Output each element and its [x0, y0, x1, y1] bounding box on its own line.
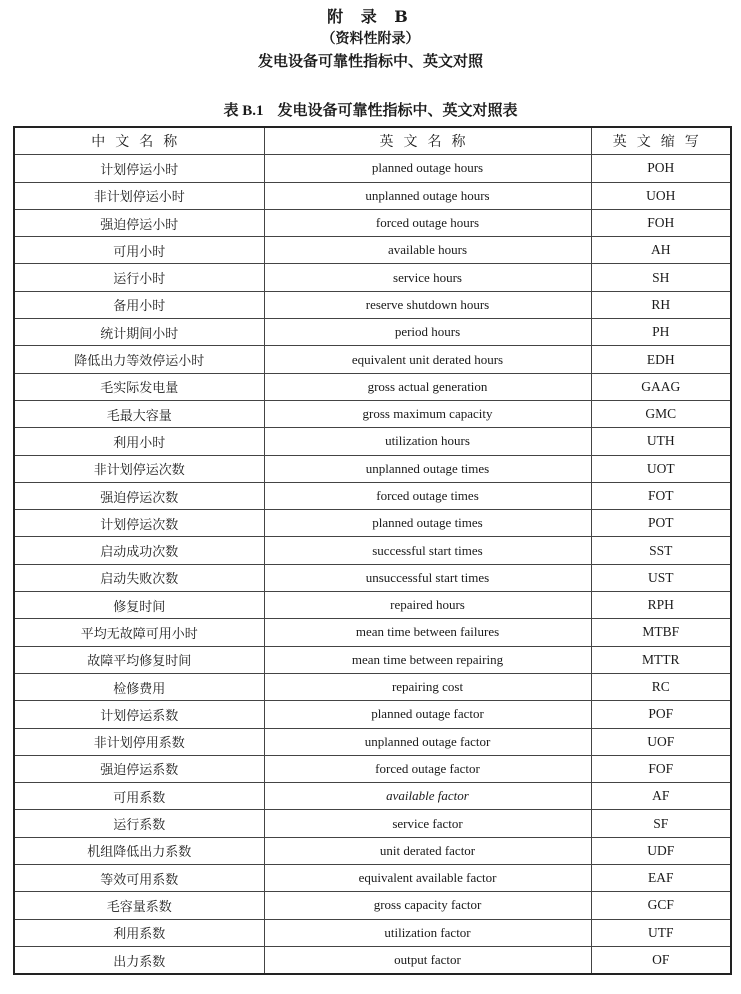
abbreviation-cell: AH	[591, 237, 731, 264]
table-row	[14, 592, 731, 619]
english-name-cell: planned outage hours	[264, 155, 591, 182]
table-row	[14, 182, 731, 209]
english-name-cell: gross actual generation	[264, 373, 591, 400]
chinese-name-cell: 非计划停运小时	[14, 182, 264, 209]
abbreviation-cell: POT	[591, 510, 731, 537]
column-header-abbreviation: 英文缩写	[591, 127, 731, 155]
english-name-cell: unsuccessful start times	[264, 564, 591, 591]
table-row	[14, 373, 731, 400]
chinese-name-cell: 出力系数	[14, 946, 264, 974]
abbreviation-cell: OF	[591, 946, 731, 974]
table-row	[14, 455, 731, 482]
table-caption-number: 表 B.1	[223, 103, 264, 119]
english-name-cell: unplanned outage hours	[264, 182, 591, 209]
chinese-name-cell: 强迫停运次数	[14, 482, 264, 509]
column-header-chinese-name: 中文名称	[14, 127, 264, 155]
chinese-name-cell: 利用小时	[14, 428, 264, 455]
chinese-name-cell: 等效可用系数	[14, 865, 264, 892]
table-row	[14, 264, 731, 291]
chinese-name-cell: 备用小时	[14, 291, 264, 318]
english-name-cell: repairing cost	[264, 673, 591, 700]
english-name-cell: forced outage times	[264, 482, 591, 509]
english-name-cell: available factor	[264, 783, 591, 810]
abbreviation-cell: FOF	[591, 755, 731, 782]
english-name-cell: unplanned outage factor	[264, 728, 591, 755]
chinese-name-cell: 平均无故障可用小时	[14, 619, 264, 646]
abbreviation-cell: FOH	[591, 209, 731, 236]
abbreviation-cell: POF	[591, 701, 731, 728]
chinese-name-cell: 启动失败次数	[14, 564, 264, 591]
table-row	[14, 946, 731, 974]
abbreviation-cell: EAF	[591, 865, 731, 892]
table-row	[14, 291, 731, 318]
chinese-name-cell: 统计期间小时	[14, 319, 264, 346]
abbreviation-cell: POH	[591, 155, 731, 182]
english-name-cell: planned outage times	[264, 510, 591, 537]
english-name-cell: mean time between failures	[264, 619, 591, 646]
table-row	[14, 155, 731, 182]
abbreviation-cell: RC	[591, 673, 731, 700]
chinese-name-cell: 强迫停运系数	[14, 755, 264, 782]
abbreviation-cell: RH	[591, 291, 731, 318]
abbreviation-cell: GCF	[591, 892, 731, 919]
abbreviation-cell: SH	[591, 264, 731, 291]
abbreviation-cell: UST	[591, 564, 731, 591]
chinese-name-cell: 毛容量系数	[14, 892, 264, 919]
glossary-table	[13, 126, 732, 975]
chinese-name-cell: 运行系数	[14, 810, 264, 837]
english-name-cell: period hours	[264, 319, 591, 346]
english-name-cell: equivalent unit derated hours	[264, 346, 591, 373]
chinese-name-cell: 故障平均修复时间	[14, 646, 264, 673]
english-name-cell: utilization hours	[264, 428, 591, 455]
english-name-cell: service factor	[264, 810, 591, 837]
chinese-name-cell: 启动成功次数	[14, 537, 264, 564]
table-row	[14, 537, 731, 564]
english-name-cell: unit derated factor	[264, 837, 591, 864]
english-name-cell: equivalent available factor	[264, 865, 591, 892]
english-name-cell: gross capacity factor	[264, 892, 591, 919]
table-row	[14, 346, 731, 373]
abbreviation-cell: UDF	[591, 837, 731, 864]
english-name-cell: forced outage hours	[264, 209, 591, 236]
english-name-cell: utilization factor	[264, 919, 591, 946]
table-caption-text: 发电设备可靠性指标中、英文对照表	[277, 101, 518, 119]
abbreviation-cell: GAAG	[591, 373, 731, 400]
english-name-cell: reserve shutdown hours	[264, 291, 591, 318]
abbreviation-cell: MTTR	[591, 646, 731, 673]
chinese-name-cell: 毛最大容量	[14, 400, 264, 427]
chinese-name-cell: 修复时间	[14, 592, 264, 619]
chinese-name-cell: 利用系数	[14, 919, 264, 946]
chinese-name-cell: 毛实际发电量	[14, 373, 264, 400]
abbreviation-cell: SF	[591, 810, 731, 837]
table-row	[14, 755, 731, 782]
table-row	[14, 892, 731, 919]
table-row	[14, 619, 731, 646]
english-name-cell: gross maximum capacity	[264, 400, 591, 427]
chinese-name-cell: 计划停运次数	[14, 510, 264, 537]
table-row	[14, 209, 731, 236]
table-caption	[0, 99, 741, 120]
chinese-name-cell: 检修费用	[14, 673, 264, 700]
table-row	[14, 400, 731, 427]
table-row	[14, 237, 731, 264]
table-row	[14, 783, 731, 810]
chinese-name-cell: 强迫停运小时	[14, 209, 264, 236]
chinese-name-cell: 非计划停用系数	[14, 728, 264, 755]
abbreviation-cell: FOT	[591, 482, 731, 509]
english-name-cell: mean time between repairing	[264, 646, 591, 673]
chinese-name-cell: 降低出力等效停运小时	[14, 346, 264, 373]
table-row	[14, 482, 731, 509]
table-row	[14, 564, 731, 591]
table-row	[14, 646, 731, 673]
table-header-row	[14, 127, 731, 155]
table-row	[14, 673, 731, 700]
chinese-name-cell: 机组降低出力系数	[14, 837, 264, 864]
appendix-title: 发电设备可靠性指标中、英文对照	[257, 52, 483, 70]
english-name-cell: successful start times	[264, 537, 591, 564]
abbreviation-cell: RPH	[591, 592, 731, 619]
chinese-name-cell: 可用系数	[14, 783, 264, 810]
table-body	[14, 155, 731, 974]
abbreviation-cell: MTBF	[591, 619, 731, 646]
table-row	[14, 728, 731, 755]
abbreviation-cell: PH	[591, 319, 731, 346]
english-name-cell: available hours	[264, 237, 591, 264]
english-name-cell: output factor	[264, 946, 591, 974]
chinese-name-cell: 计划停运系数	[14, 701, 264, 728]
abbreviation-cell: UTF	[591, 919, 731, 946]
chinese-name-cell: 非计划停运次数	[14, 455, 264, 482]
table-row	[14, 837, 731, 864]
chinese-name-cell: 计划停运小时	[14, 155, 264, 182]
table-row	[14, 865, 731, 892]
table-row	[14, 810, 731, 837]
appendix-note: （资料性附录）	[321, 31, 420, 47]
abbreviation-cell: EDH	[591, 346, 731, 373]
table-row	[14, 510, 731, 537]
column-header-english-name: 英文名称	[264, 127, 591, 155]
chinese-name-cell: 运行小时	[14, 264, 264, 291]
chinese-name-cell: 可用小时	[14, 237, 264, 264]
abbreviation-cell: UOF	[591, 728, 731, 755]
english-name-cell: unplanned outage times	[264, 455, 591, 482]
abbreviation-cell: UOH	[591, 182, 731, 209]
abbreviation-cell: UOT	[591, 455, 731, 482]
table-row	[14, 428, 731, 455]
abbreviation-cell: GMC	[591, 400, 731, 427]
english-name-cell: repaired hours	[264, 592, 591, 619]
abbreviation-cell: AF	[591, 783, 731, 810]
english-name-cell: planned outage factor	[264, 701, 591, 728]
table-row	[14, 319, 731, 346]
table-row	[14, 919, 731, 946]
appendix-heading: 附 录 B	[327, 7, 414, 26]
abbreviation-cell: SST	[591, 537, 731, 564]
english-name-cell: forced outage factor	[264, 755, 591, 782]
english-name-cell: service hours	[264, 264, 591, 291]
abbreviation-cell: UTH	[591, 428, 731, 455]
table-row	[14, 701, 731, 728]
